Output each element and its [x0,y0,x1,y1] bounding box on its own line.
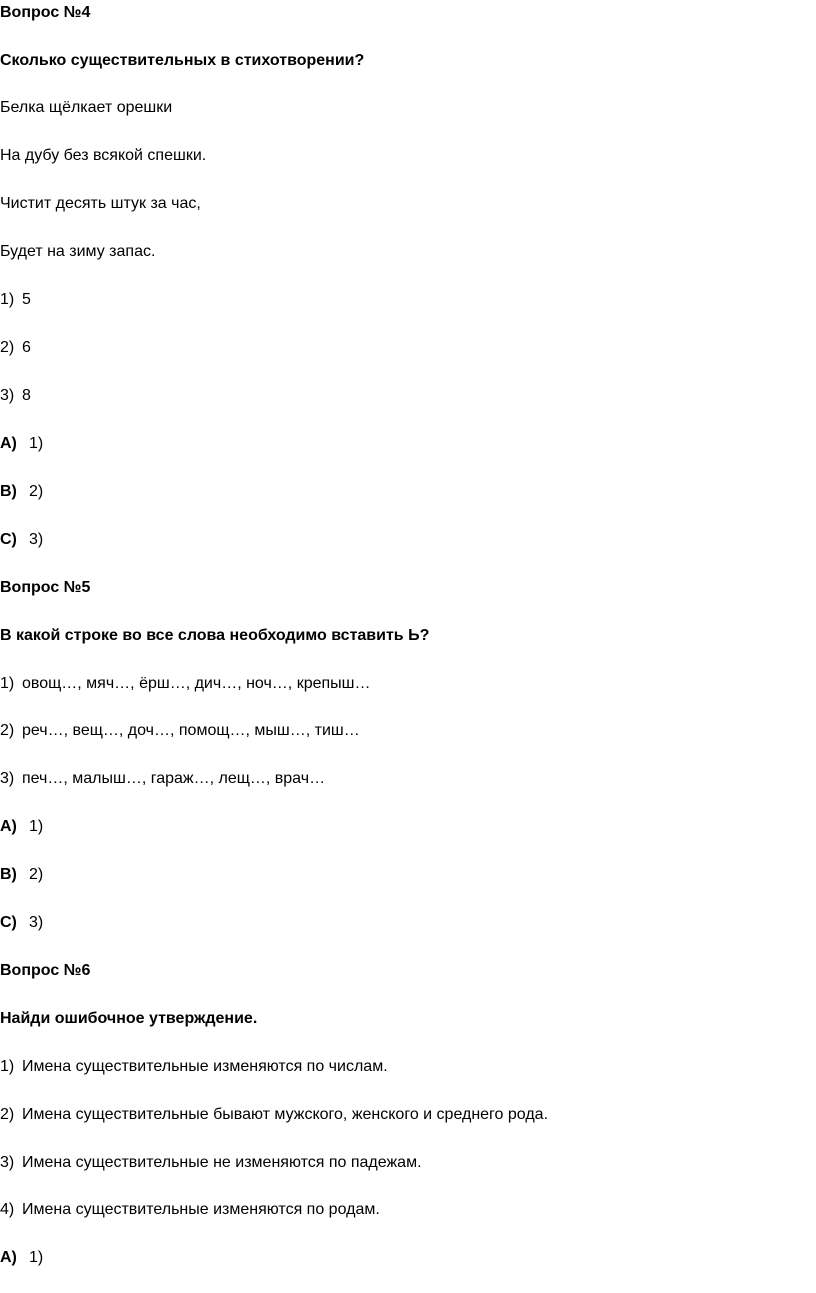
answer-text: 2) [29,866,44,883]
poem-line: Белка щёлкает орешки [0,99,173,116]
option-number: 4) [0,1201,15,1218]
option-text: 8 [22,387,31,404]
answer-letter: C) [0,531,17,548]
answer-choice[interactable] [0,865,43,885]
answer-text: 1) [29,1249,44,1266]
question-5-heading: Вопрос №5 [0,579,91,596]
option-text: Имена существительные изменяются по родам. [22,1201,380,1218]
answer-text: 2) [29,483,44,500]
question-4-prompt: Сколько существительных в стихотворении? [0,52,365,69]
option-number: 3) [0,1154,15,1171]
option-text: Имена существительные бывают мужского, женского и среднего рода. [22,1106,549,1123]
option-text: реч…, вещ…, доч…, помощ…, мыш…, тиш… [22,722,360,739]
option-item [0,1057,388,1077]
option-item [0,674,371,694]
question-6-heading: Вопрос №6 [0,962,91,979]
option-number: 1) [0,675,15,692]
option-item [0,386,31,406]
question-4-heading: Вопрос №4 [0,4,91,21]
answer-text: 1) [29,818,44,835]
answer-text: 3) [29,531,44,548]
answer-letter: C) [0,914,17,931]
answer-letter: A) [0,818,17,835]
option-number: 3) [0,387,15,404]
option-text: 6 [22,339,31,356]
poem-line: Будет на зиму запас. [0,243,156,260]
answer-choice[interactable] [0,913,43,933]
option-text: Имена существительные не изменяются по падежам. [22,1154,422,1171]
option-item [0,1200,380,1220]
option-item [0,1105,548,1125]
answer-letter: B) [0,483,17,500]
answer-choice[interactable] [0,817,43,837]
answer-text: 3) [29,914,44,931]
question-6-prompt: Найди ошибочное утверждение. [0,1010,258,1027]
option-text: печ…, малыш…, гараж…, лещ…, врач… [22,770,326,787]
answer-letter: B) [0,866,17,883]
question-5-prompt: В какой строке во все слова необходимо вставить Ь? [0,627,430,644]
answer-choice[interactable] [0,530,43,550]
answer-choice[interactable] [0,1248,43,1268]
option-item [0,338,31,358]
poem-line: На дубу без всякой спешки. [0,147,207,164]
answer-choice[interactable] [0,482,43,502]
answer-letter: A) [0,1249,17,1266]
option-number: 2) [0,722,15,739]
answer-letter: A) [0,435,17,452]
option-item [0,721,360,741]
poem-line: Чистит десять штук за час, [0,195,201,212]
answer-choice[interactable] [0,434,43,454]
option-number: 2) [0,1106,15,1123]
option-item [0,769,325,789]
option-number: 1) [0,291,15,308]
option-text: овощ…, мяч…, ёрш…, дич…, ноч…, крепыш… [22,675,371,692]
option-item [0,290,31,310]
option-number: 2) [0,339,15,356]
option-text: 5 [22,291,31,308]
option-number: 1) [0,1058,15,1075]
option-item [0,1153,422,1173]
option-number: 3) [0,770,15,787]
option-text: Имена существительные изменяются по числам. [22,1058,388,1075]
answer-text: 1) [29,435,44,452]
